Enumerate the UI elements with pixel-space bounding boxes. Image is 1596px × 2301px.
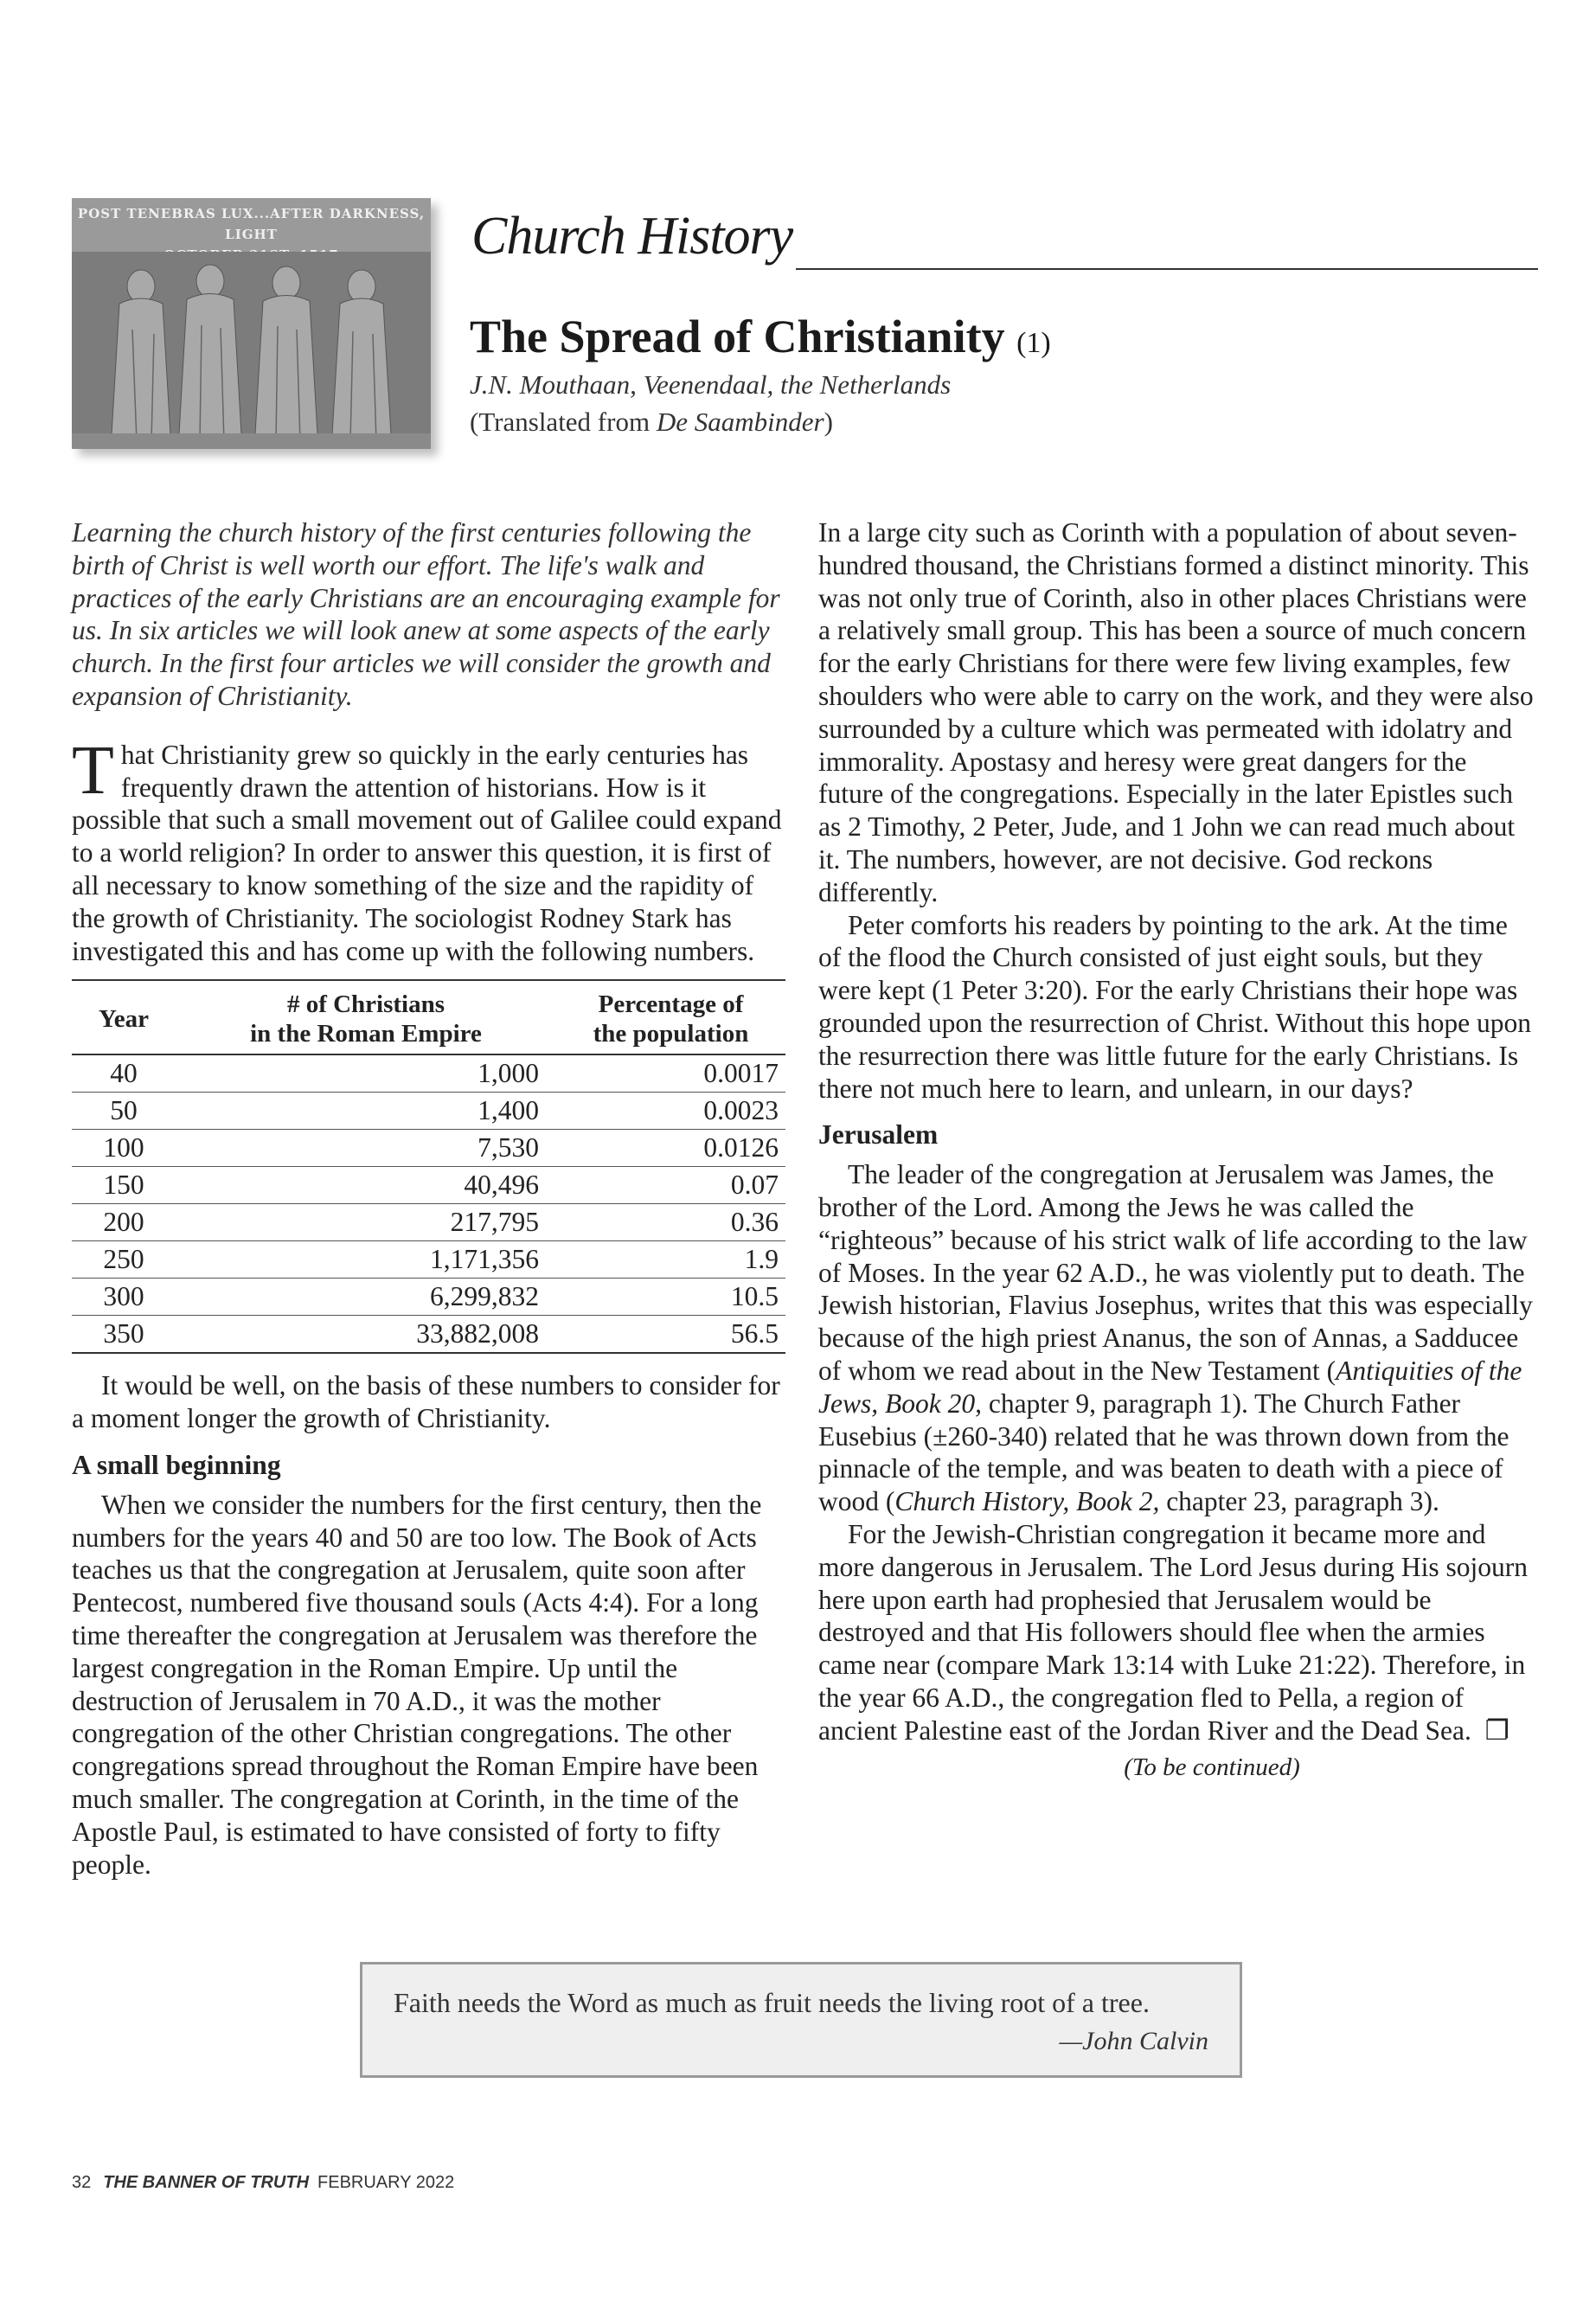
cell-christians: 40,496	[176, 1167, 556, 1204]
cell-percentage: 56.5	[730, 1318, 779, 1349]
issue-date: FEBRUARY 2022	[317, 2173, 455, 2192]
cell-year: 150	[103, 1170, 144, 1201]
cell-year: 50	[110, 1095, 138, 1126]
small-beginning-paragraph: When we consider the numbers for the first century, then the numbers for the years 40 and 50 are too low. The Book of Acts teaches us that the congregation at Jerusalem, quite soon after Pentecost, numbered five thousand souls (Acts 4:4). For a long time thereafter the congregation at Jerusalem was therefore the largest congregation in the Roman Empire. Up until the destruction of Jerusalem in 70 A.D., it was the mother congregation of the other Christian congregations. The other congregations spread throughout the Roman Empire have been much smaller. The congregation at Corinth, in the time of the Apostle Paul, is estimated to have consisted of forty to fifty people.	[72, 1489, 762, 1880]
numbers-paragraph: It would be well, on the basis of these numbers to consider for a moment longer the growth of Christianity.	[72, 1370, 780, 1434]
opening-paragraph	[72, 732, 785, 968]
table-row	[72, 1316, 785, 1354]
col-header-percentage-line2: the population	[593, 1020, 749, 1048]
publication-name: THE BANNER OF TRUTH	[103, 2173, 310, 2192]
cell-percentage: 0.07	[730, 1170, 779, 1201]
article-part-number: (1)	[1016, 327, 1051, 359]
col-header-christians	[176, 980, 556, 1054]
quote-box	[360, 1962, 1242, 2078]
heading-jerusalem: Jerusalem	[818, 1119, 939, 1150]
table-row	[72, 1279, 785, 1316]
peter-paragraph: Peter comforts his readers by pointing to the ark. At the time of the flood the Church consisted of just eight souls, but they were kept (1 Peter 3:20). For the early Christians their hope was grounded upon the resurrection of Christ. Without this hope upon the resurrection there was little future for the early Christians. Is there not much here to learn, and unlearn, in our days?	[818, 909, 1532, 1104]
citation-antiquities: Antiquities of the Jews, Book 20,	[818, 1355, 1522, 1419]
article-title-text: The Spread of Christianity	[470, 311, 1005, 362]
cell-percentage: 0.0023	[703, 1095, 779, 1126]
cell-percentage: 10.5	[730, 1281, 779, 1312]
statues-illustration	[72, 252, 431, 449]
corinth-paragraph: In a large city such as Corinth with a population of about seven-hundred thousand, the Christians formed a distinct minority. This was not only true of Corinth, also in other places Christians were a relatively small group. This has been a source of much concern for the early Christians for there were few living examples, few shoulders who were able to carry on the work, and they were also surrounded by a culture which was permeated with idolatry and immorality. Apostasy and heresy were great dangers for the future of the congregations. Especially in the later Epistles such as 2 Timothy, 2 Peter, Jude, and 1 John we can read much about it. The numbers, however, are not decisive. God reckons differently.	[818, 517, 1534, 907]
table-row	[72, 1204, 785, 1241]
translation-prefix: (Translated from	[470, 407, 657, 437]
cell-christians: 1,171,356	[176, 1241, 556, 1279]
james-text-c: chapter 23, paragraph 3).	[1159, 1486, 1439, 1517]
to-be-continued: (To be continued)	[1124, 1753, 1300, 1782]
left-column	[72, 516, 785, 1881]
pella-paragraph	[818, 1518, 1536, 1747]
page-number: 32	[72, 2173, 92, 2192]
table-row	[72, 1093, 785, 1130]
table-row	[72, 1130, 785, 1167]
photo-inscription	[72, 198, 431, 260]
cell-christians: 1,000	[176, 1054, 556, 1093]
quote-author: —John Calvin	[1059, 2027, 1208, 2055]
cell-percentage: 0.0126	[703, 1132, 779, 1163]
end-mark-icon: ❐	[1484, 1715, 1509, 1746]
cell-percentage: 0.36	[730, 1207, 779, 1238]
cell-percentage: 0.0017	[703, 1058, 779, 1089]
intro-paragraph: Learning the church history of the first centuries following the birth of Christ is well worth our effort. The life's walk and practices of the early Christians are an encouraging example for us. In six articles we will look anew at some aspects of the early church. In the first four articles we will consider the growth and expansion of Christianity.	[72, 517, 780, 711]
translation-note	[470, 407, 833, 438]
cell-christians: 7,530	[176, 1130, 556, 1167]
table-row	[72, 1241, 785, 1279]
citation-church-history: Church History, Book 2,	[894, 1486, 1160, 1517]
table-row	[72, 1167, 785, 1204]
opening-paragraph-text: hat Christianity grew so quickly in the early centuries has frequently drawn the attention of historians. How is it possible that such a small movement out of Galilee could expand to a world religion? In order to answer this question, it is first of all necessary to know something of the size and the rapidity of the growth of Christianity. The sociologist Rodney Stark has investigated this and has come up with the following numbers.	[72, 739, 782, 966]
drop-cap: T	[72, 732, 114, 809]
james-text-b: chapter 9, paragraph 1). The Church Father Eusebius (±260-340) related that he was thrown down from the pinnacle of the temple, and was beaten to death with a piece of wood (	[818, 1388, 1509, 1517]
table-row	[72, 1054, 785, 1093]
inscription-line-1: POST TENEBRAS LUX...AFTER DARKNESS, LIGHT	[77, 206, 426, 242]
cell-year: 200	[103, 1207, 144, 1238]
james-text-a: The leader of the congregation at Jerusalem was James, the brother of the Lord. Among the Jews he was called the “righteous” because of his strict walk of life according to the law of Moses. In the year 62 A.D., he was violently put to death. The Jewish historian, Flavius Josephus, writes that this was especially because of the high priest Ananus, the son of Annas, a Sadducee of whom we read about in the New Testament (	[818, 1159, 1533, 1386]
cell-year: 350	[103, 1318, 144, 1349]
cell-year: 40	[110, 1058, 138, 1089]
page-footer	[72, 2173, 454, 2193]
col-header-christians-line1: # of Christians	[286, 990, 445, 1019]
cell-christians: 217,795	[176, 1204, 556, 1241]
byline: J.N. Mouthaan, Veenendaal, the Netherlands	[470, 369, 952, 400]
cell-year: 300	[103, 1281, 144, 1312]
title-rule	[796, 268, 1538, 270]
cell-year: 250	[103, 1244, 144, 1275]
cell-christians: 33,882,008	[176, 1316, 556, 1354]
pella-text: For the Jewish-Christian congregation it became more and more dangerous in Jerusalem. The Lord Jesus during His sojourn here upon earth had prophesied that Jerusalem would be destroyed and that His followers should flee when the armies came near (compare Mark 13:14 with Luke 21:22). Therefore, in the year 66 A.D., the congregation fled to Pella, a region of ancient Palestine east of the Jordan River and the Dead Sea.	[818, 1518, 1529, 1746]
james-paragraph	[818, 1158, 1536, 1518]
cell-christians: 6,299,832	[176, 1279, 556, 1316]
cell-percentage: 1.9	[744, 1244, 779, 1275]
reformation-wall-photo	[72, 198, 431, 449]
cell-year: 100	[103, 1132, 144, 1163]
christian-growth-table	[72, 979, 785, 1354]
col-header-year: Year	[72, 980, 176, 1054]
col-header-percentage-line1: Percentage of	[598, 990, 744, 1019]
heading-small-beginning: A small beginning	[72, 1449, 281, 1480]
translation-suffix: )	[824, 407, 833, 437]
translation-source: De Saambinder	[656, 407, 824, 437]
right-column	[818, 516, 1536, 1785]
cell-christians: 1,400	[176, 1093, 556, 1130]
col-header-percentage	[556, 980, 785, 1054]
article-title	[470, 310, 1051, 363]
col-header-christians-line2: in the Roman Empire	[250, 1020, 482, 1048]
section-title: Church History	[471, 207, 793, 266]
quote-text: Faith needs the Word as much as fruit needs the living root of a tree.	[394, 1987, 1150, 2018]
table-header-row	[72, 980, 785, 1054]
